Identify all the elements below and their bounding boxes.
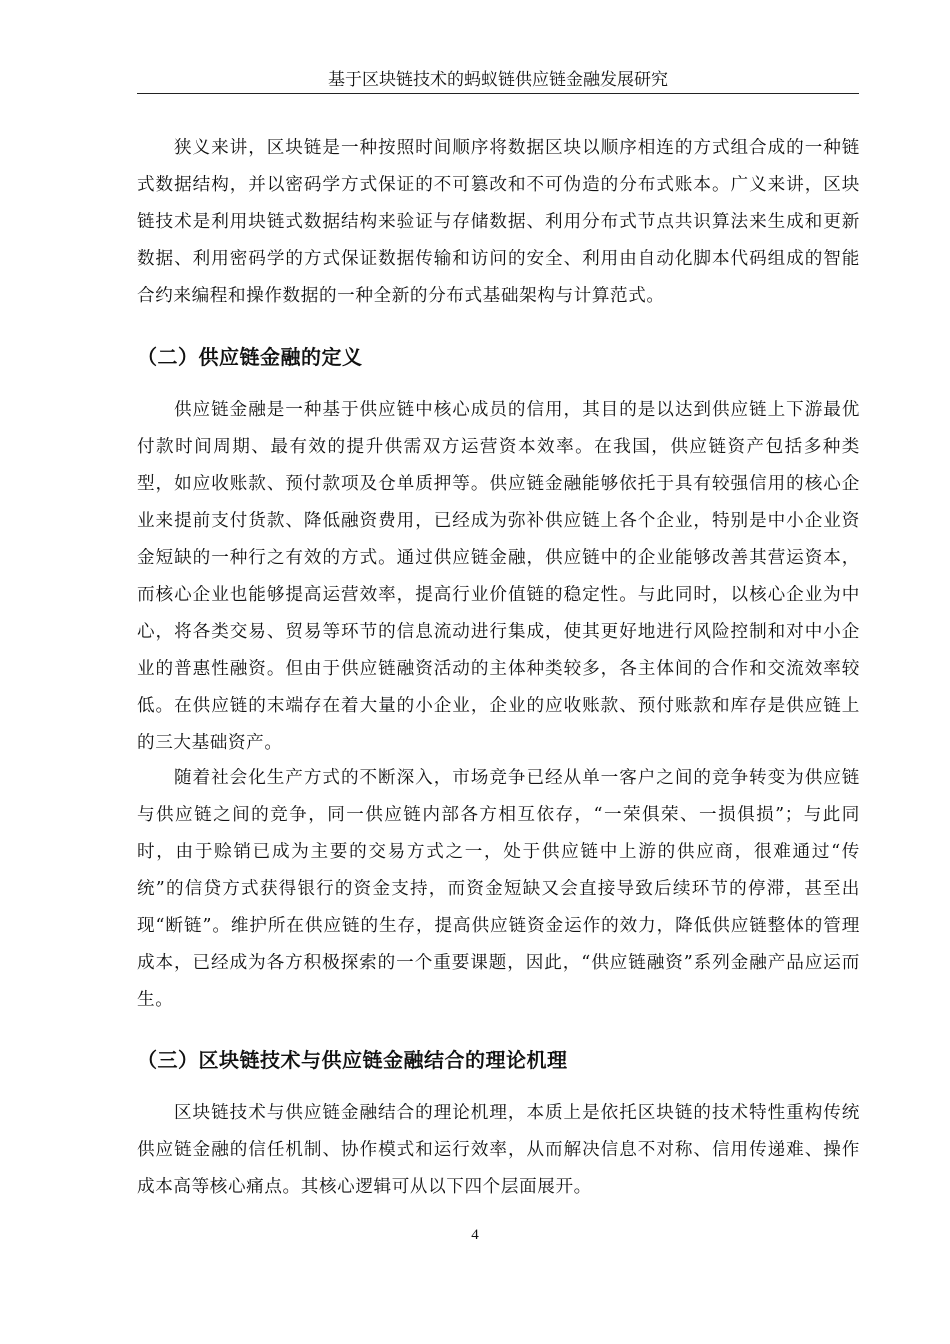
section-heading-scf-definition: （二）供应链金融的定义 [137, 345, 363, 369]
page-number: 4 [471, 1227, 479, 1243]
paragraph-scf-definition: 供应链金融是一种基于供应链中核心成员的信用，其目的是以达到供应链上下游最优付款时间周期、最有效的提升供需双方运营资本效率。在我国，供应链资产包括多种类型，如应收账款、预付款项及仓单质押等。供应链金融能够依托于具有较强信用的核心企业来提前支付货款、降低融资费用，已经成为弥补供应链上各个企业，特别是中小企业资金短缺的一种行之有效的方式。通过供应链金融，供应链中的企业能够改善其营运资本，而核心企业也能够提高运营效率，提高行业价值链的稳定性。与此同时，以核心企业为中心，将各类交易、贸易等环节的信息流动进行集成，使其更好地进行风险控制和对中小企业的普惠性融资。但由于供应链融资活动的主体种类较多，各主体间的合作和交流效率较低。在供应链的末端存在着大量的小企业，企业的应收账款、预付账款和库存是供应链上的三大基础资产。 [137, 400, 860, 753]
paragraph-theory-mechanism: 区块链技术与供应链金融结合的理论机理，本质上是依托区块链的技术特性重构传统供应链金融的信任机制、协作模式和运行效率，从而解决信息不对称、信用传递难、操作成本高等核心痛点。其核心逻辑可从以下四个层面展开。 [137, 1103, 860, 1197]
header-divider [137, 93, 859, 94]
section-heading-theory-mechanism: （三）区块链技术与供应链金融结合的理论机理 [137, 1048, 568, 1072]
paragraph-blockchain-definition: 狭义来讲，区块链是一种按照时间顺序将数据区块以顺序相连的方式组合成的一种链式数据结构，并以密码学方式保证的不可篡改和不可伪造的分布式账本。广义来讲，区块链技术是利用块链式数据结构来验证与存储数据、利用分布式节点共识算法来生成和更新数据、利用密码学的方式保证数据传输和访问的安全、利用由自动化脚本代码组成的智能合约来编程和操作数据的一种全新的分布式基础架构与计算范式。 [137, 138, 860, 306]
paragraph-scf-background: 随着社会化生产方式的不断深入，市场竞争已经从单一客户之间的竞争转变为供应链与供应链之间的竞争，同一供应链内部各方相互依存，“一荣俱荣、一损俱损”；与此同时，由于赊销已成为主要的交易方式之一，处于供应链中上游的供应商，很难通过“传统”的信贷方式获得银行的资金支持，而资金短缺又会直接导致后续环节的停滞，甚至出现“断链”。维护所在供应链的生存，提高供应链资金运作的效力，降低供应链整体的管理成本，已经成为各方积极探索的一个重要课题，因此，“供应链融资”系列金融产品应运而生。 [137, 768, 860, 1010]
running-header: 基于区块链技术的蚂蚁链供应链金融发展研究 [328, 70, 668, 90]
